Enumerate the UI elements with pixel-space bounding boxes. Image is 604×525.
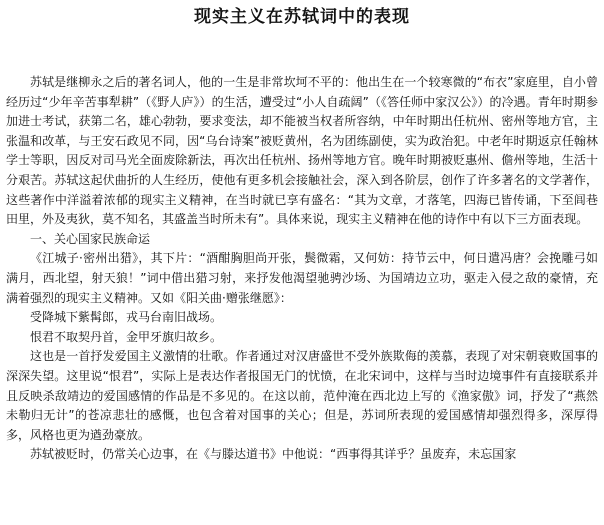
document-body <box>6 73 598 465</box>
paragraph-analysis: 这也是一首抒发爱国主义激情的壮歌。作者通过对汉唐盛世不受外族欺侮的羡慕，表现了对宋朝衰败国事的深深失望。这里说“恨君”，实际上是表达作者报国无门的忧愤，在北宋词中，这样与当时边境事件有直接联系并且反映杀敌靖边的爱国感情的作品是不多见的。在这以前，范仲淹在西北边上写的《渔家傲》词，抒发了“燕然未勒归无计”的苍凉悲壮的感慨，也包含着对国事的关心；但是，苏词所表现的爱国感情却强烈得多，深厚得多，风格也更为遒劲豪放。 <box>6 349 598 442</box>
paragraph-biography: 苏轼是继柳永之后的著名词人，他的一生是非常坎坷不平的：他出生在一个较寒微的“布衣”家庭里，自小曾经历过“少年辛苦事犁耕”（《野人庐》）的生活，遭受过“小人自疏阔”（《答任师中家汉公》）的冷遇。青年时期参加进士考试，获第二名，雄心勃勃，要求变法，却不能被当权者所容纳，中年时期出任杭州、密州等地方官，主张温和改革，与王安石政见不同，因“乌台诗案”被贬黄州，名为团练副使，实为政治犯。中老年时期返京任翰林学士等职，因反对司马光全面废除新法，再次出任杭州、扬州等地方官。晚年时期被贬惠州、儋州等地，生活十分艰苦。苏轼这起伏曲折的人生经历，使他有更多机会接触社会，深入到各阶层，创作了许多著名的文学著作，这些著作中洋溢着浓郁的现实主义精神，在当时就已享有盛名：“其为文章，才落笔，四海已皆传诵，下至闾巷田里，外及夷狄，莫不知名，其盛盖当时所未有”。具体来说，现实主义精神在他的诗作中有以下三方面表现。 <box>6 75 598 227</box>
document-title: 现实主义在苏轼词中的表现 <box>194 7 410 27</box>
paragraph-continued: 苏轼被贬时，仍常关心边事，在《与滕达道书》中他说：“西事得其详乎？虽废弃，未忘国家 <box>30 447 517 462</box>
verse-line-2: 恨君不取契丹首，金甲牙旗归故乡。 <box>30 329 223 344</box>
section-heading: 一、关心国家民族命运 <box>30 231 151 246</box>
verse-line-1: 受降城下紫髯郎，戎马台南旧战场。 <box>30 310 223 325</box>
paragraph-jiangchengzi: 《江城子·密州出猎》，其下片：“酒酣胸胆尚开张，鬓微霜，又何妨：持节云中，何日遣冯唐？会挽雕弓如满月，西北望，射天狼！”词中借出猎习射，来抒发他渴望驰骋沙场、为国靖边立功，驱走入侵之敌的豪情，充满着强烈的现实主义精神。又如《阳关曲·赠张继愿》： <box>6 251 598 305</box>
